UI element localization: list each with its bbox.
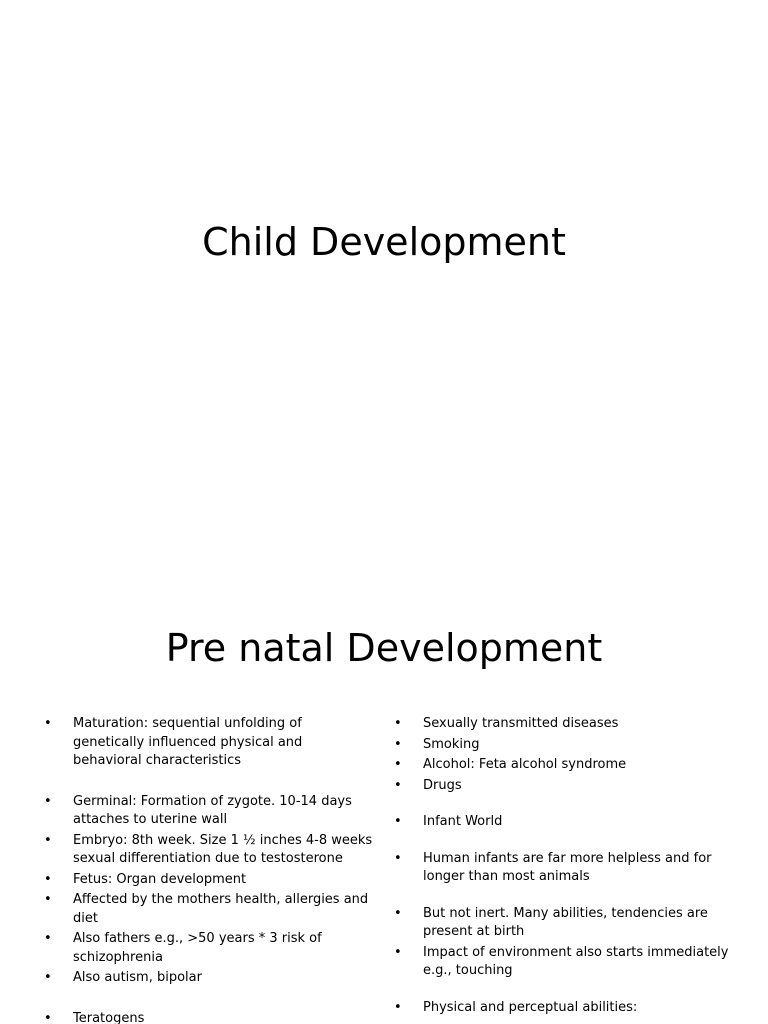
list-item [44,969,374,988]
list-item-text: Also fathers e.g., >50 years * 3 risk of schizophrenia [73,931,322,965]
bullet-icon: • [44,832,52,848]
list-item-text: Also autism, bipolar [73,970,202,985]
list-item-text: Teratogens [73,1010,145,1024]
list-item-text: Sexually transmitted diseases [423,716,619,731]
list-item [44,930,374,967]
right-bullet-list [394,715,734,1019]
list-item [394,715,734,734]
bullet-icon: • [394,814,402,829]
list-item-text: Impact of environment also starts immediately e.g., touching [423,944,729,978]
list-item [44,871,374,890]
list-item-text: Human infants are far more helpless and for longer than most animals [423,850,712,884]
list-item [394,777,734,796]
list-item-text: Infant World [423,814,503,829]
list-item-text: Physical and perceptual abilities: [423,999,638,1015]
list-item [394,850,734,887]
list-item-text: Germinal: Formation of zygote. 10-14 days attaches to uterine wall [73,793,352,827]
list-item-text: Smoking [423,736,480,752]
bullet-icon: • [44,970,52,985]
list-item-text: Fetus: Organ development [73,871,247,887]
left-bullet-list [44,715,374,1024]
bullet-icon: • [44,716,52,731]
list-item-text: Embryo: 8th week. Size 1 ½ inches 4-8 weeks sexual differentiation due to testosterone [73,832,373,866]
list-item [44,832,374,869]
list-item [394,756,734,775]
bullet-icon: • [394,716,402,731]
list-item [394,905,734,942]
list-item [44,793,374,830]
bullet-icon: • [394,757,402,772]
bullet-icon: • [44,871,52,887]
list-item [394,736,734,755]
bullet-icon: • [44,931,52,946]
bullet-icon: • [394,736,402,752]
bullet-icon: • [394,905,402,921]
list-item [44,1010,374,1024]
bullet-icon: • [44,793,52,809]
list-item [44,715,374,771]
list-item [394,944,734,981]
list-item-text: Alcohol: Feta alcohol syndrome [423,757,627,772]
bullet-icon: • [394,999,402,1015]
list-item [394,999,734,1018]
bullet-icon: • [44,892,52,907]
slide-title-child-development: Child Development [202,220,566,264]
list-item [394,813,734,832]
list-item-text: Maturation: sequential unfolding of genetically influenced physical and behavioral characteristics [73,716,303,768]
bullet-icon: • [394,850,402,866]
slide-title-pre-natal-development: Pre natal Development [165,626,603,670]
list-item-text: Drugs [423,777,462,793]
bullet-icon: • [44,1010,52,1024]
list-item-text: Affected by the mothers health, allergies and diet [73,892,369,926]
list-item-text: But not inert. Many abilities, tendencies are present at birth [423,905,708,939]
list-item [44,891,374,928]
bullet-icon: • [394,777,402,793]
bullet-icon: • [394,944,402,960]
